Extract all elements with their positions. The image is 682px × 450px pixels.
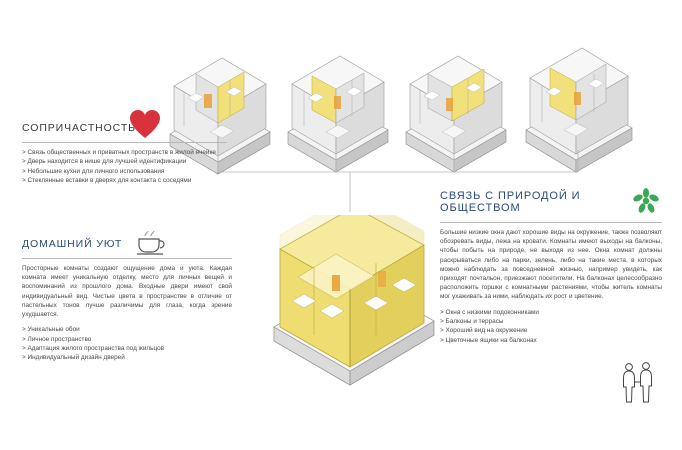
involvement-divider (22, 142, 227, 143)
list-item: > Адаптация жилого пространства под жильцов (22, 345, 165, 353)
nature-paragraph: Большие низкие окна дают хорошие виды на окружение, также позволяют обозревать виды, лежа на кровати. Комнаты имеют выходы на балконы, чтобы побыть на природе, не выходя из нее. Окна комнат должны раскрываться либо на парки, зелень, либо на такие места, в которых можно наблюдать за повседневной жизнью, например увидеть, как приходят почтальон, приезжают посетители. На балконах целесообразно расположить горшки с комнатными растениями, чтобы житель комнаты мог ухаживать за ними, наблюдать их рост и цветение. (440, 229, 662, 301)
comfort-title: ДОМАШНИЙ УЮТ (22, 238, 123, 250)
comfort-divider (22, 258, 232, 259)
list-item: > Дверь находится в нише для лучшей идентификации (22, 158, 187, 166)
comfort-paragraph: Просторные комнаты создают ощущение дома и уюта. Каждая комната имеет уникальную отделку, место для личных вещей и воспоминаний из прошлого дома. Входные двери имеют свой индивидуальный вид. Чистые цвета в пространстве в отличие от пастельных тонов лучше различимы для глаза, когда зрение ухудшается. (22, 265, 232, 319)
involvement-bullets (22, 148, 227, 186)
section-nature (440, 190, 662, 345)
list-item: > Балконы и террасы (440, 318, 504, 326)
nature-divider (440, 222, 662, 223)
list-item: > Небольшие кухни для личного использования (22, 167, 165, 175)
comfort-bullets (22, 325, 232, 363)
people-icon (616, 360, 664, 404)
nature-bullets (440, 308, 662, 346)
nature-title: СВЯЗЬ С ПРИРОДОЙ И ОБЩЕСТВОМ (440, 190, 581, 214)
highlighted-unit-drawing (258, 215, 448, 395)
list-item: > Стеклянные вставки в дверях для контакта с соседями (22, 177, 192, 185)
involvement-title: СОПРИЧАСТНОСТЬ (22, 122, 136, 134)
list-item: > Индивидуальный дизайн дверей (22, 354, 125, 362)
highlighted-unit[interactable] (258, 215, 448, 395)
list-item: > Цветочные ящики на балконах (440, 336, 537, 344)
list-item: > Личное пространство (22, 335, 92, 343)
list-item: > Связь общественных и приватных пространств в жилой ячейке (22, 149, 216, 156)
list-item: > Окна с низкими подоконниками (440, 308, 539, 316)
section-comfort (22, 238, 232, 363)
list-item: > Хороший вид на окружение (440, 327, 528, 335)
list-item: > Уникальные обои (22, 326, 80, 334)
section-involvement (22, 122, 227, 186)
